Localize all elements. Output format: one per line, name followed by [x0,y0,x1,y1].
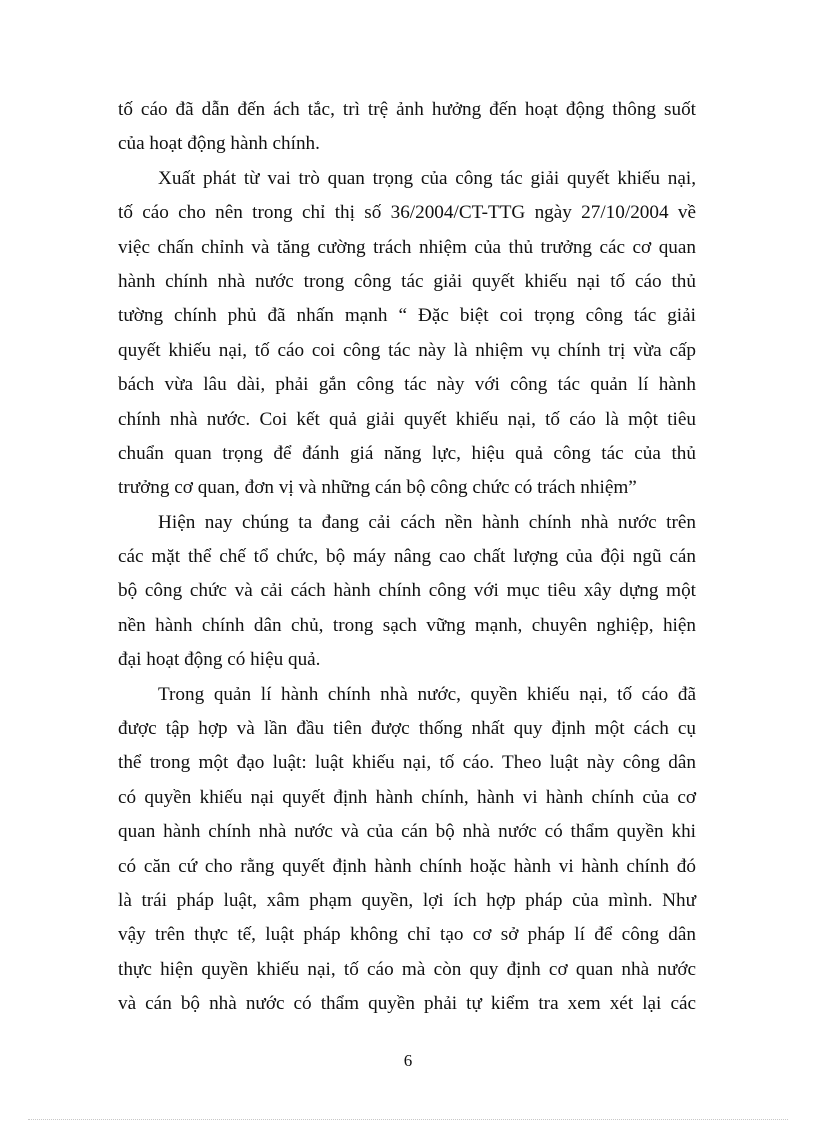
page-number: 6 [403,1051,413,1070]
text-line: thực hiện quyền khiếu nại, tố cáo mà còn quy định cơ quan nhà nước [118,958,696,980]
text-line: của hoạt động hành chính. [118,133,320,155]
text-line: quan hành chính nhà nước và của cán bộ nhà nước có thẩm quyền khi [118,821,696,843]
text-line: và cán bộ nhà nước có thẩm quyền phải tự kiểm tra xem xét lại các [118,993,696,1015]
text-line: Xuất phát từ vai trò quan trọng của công tác giải quyết khiếu nại, [158,167,696,189]
text-line: đại hoạt động có hiệu quả. [118,649,321,671]
text-line: nền hành chính dân chủ, trong sạch vững mạnh, chuyên nghiệp, hiện [118,614,696,636]
text-line: được tập hợp và lần đầu tiên được thống nhất quy định một cách cụ [118,718,696,740]
text-line: các mặt thể chế tổ chức, bộ máy nâng cao chất lượng của đội ngũ cán [118,546,696,568]
text-line: hành chính nhà nước trong công tác giải quyết khiếu nại tố cáo thủ [118,270,696,292]
text-line: tố cáo cho nên trong chỉ thị số 36/2004/CT-TTG ngày 27/10/2004 về [118,202,696,224]
text-line: việc chấn chỉnh và tăng cường trách nhiệm của thủ trưởng các cơ quan [118,236,696,258]
page-bottom-divider [28,1119,788,1120]
text-line: là trái pháp luật, xâm phạm quyền, lợi ích hợp pháp của mình. Như [118,889,696,911]
text-line: chính nhà nước. Coi kết quả giải quyết khiếu nại, tố cáo là một tiêu [118,408,696,430]
text-line: quyết khiếu nại, tố cáo coi công tác này là nhiệm vụ chính trị vừa cấp [118,339,696,361]
text-line: tường chính phủ đã nhấn mạnh “ Đặc biệt coi trọng công tác giải [118,305,696,327]
paragraph [118,162,696,506]
text-line: có căn cứ cho rằng quyết định hành chính hoặc hành vi hành chính đó [118,855,696,877]
text-line: thể trong một đạo luật: luật khiếu nại, tố cáo. Theo luật này công dân [118,752,696,774]
text-line: có quyền khiếu nại quyết định hành chính, hành vi hành chính của cơ [118,786,696,808]
text-line: Hiện nay chúng ta đang cải cách nền hành chính nhà nước trên [158,511,696,533]
text-line: Trong quản lí hành chính nhà nước, quyền khiếu nại, tố cáo đã [158,683,696,705]
paragraph [118,678,696,1022]
text-line: vậy trên thực tế, luật pháp không chỉ tạo cơ sở pháp lí để công dân [118,924,696,946]
text-line: bách vừa lâu dài, phải gắn công tác này với công tác quản lí hành [118,374,696,396]
paragraph [118,506,696,678]
text-line: bộ công chức và cải cách hành chính công với mục tiêu xây dựng một [118,580,696,602]
text-line: trưởng cơ quan, đơn vị và những cán bộ công chức có trách nhiệm” [118,477,637,499]
document-body [118,93,696,1022]
text-line: chuẩn quan trọng để đánh giá năng lực, hiệu quả công tác của thủ [118,442,696,464]
text-line: tố cáo đã dẫn đến ách tắc, trì trệ ảnh hưởng đến hoạt động thông suốt [118,99,696,120]
paragraph [118,93,696,162]
